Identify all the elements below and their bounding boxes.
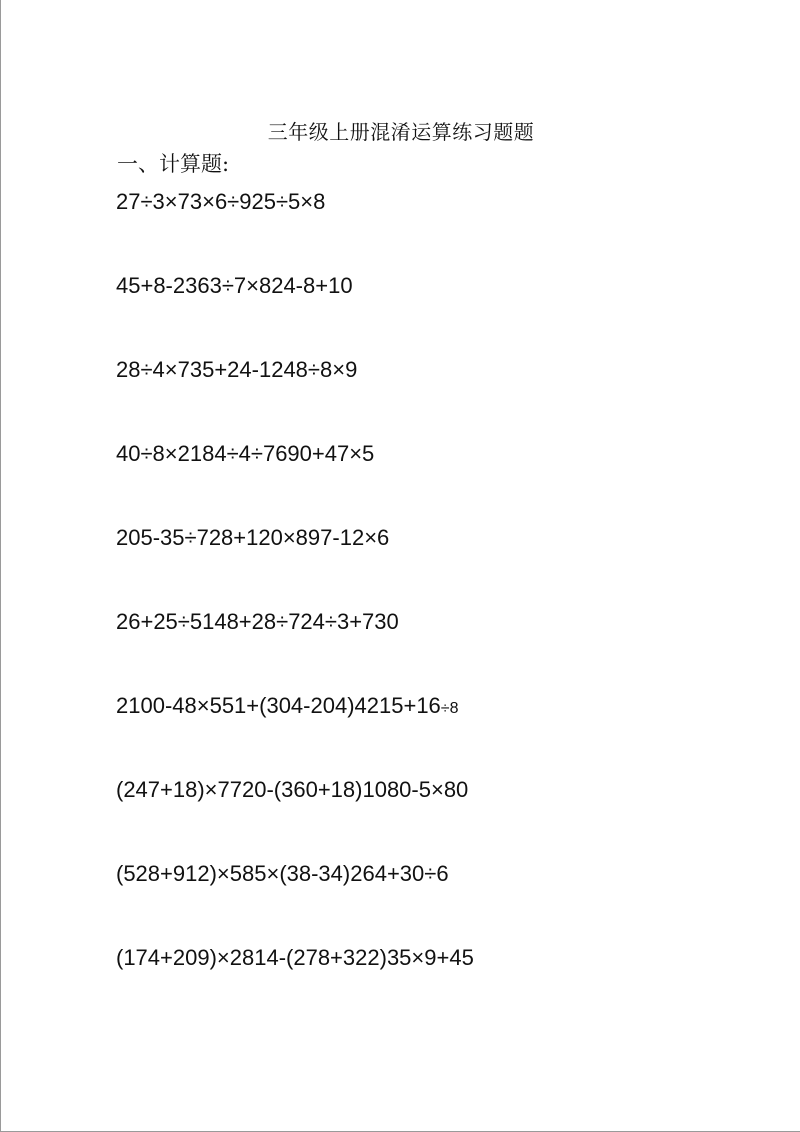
problem-item-7-main: 2100-48×551+(304-204)4215+16 — [116, 693, 441, 718]
problem-item-8: (247+18)×7720-(360+18)1080-5×80 — [116, 777, 469, 802]
section-heading: 一、计算题: — [117, 152, 230, 176]
problem-list — [116, 186, 756, 1026]
problem-item-4: 40÷8×2184÷4÷7690+47×5 — [116, 441, 375, 466]
problem-item-2: 45+8-2363÷7×824-8+10 — [116, 273, 353, 298]
problem-item-7 — [116, 690, 756, 774]
problem-item-6: 26+25÷5148+28÷724÷3+730 — [116, 609, 399, 634]
problem-item-5: 205-35÷728+120×897-12×6 — [116, 525, 390, 550]
problem-item-7-tail: ÷8 — [440, 700, 459, 717]
problem-item-1: 27÷3×73×6÷925÷5×8 — [116, 189, 326, 214]
problem-item-10: (174+209)×2814-(278+322)35×9+45 — [116, 945, 474, 970]
problem-item-3: 28÷4×735+24-1248÷8×9 — [116, 357, 358, 382]
page-title: 三年级上册混淆运算练习题题 — [267, 120, 535, 144]
problem-item-9: (528+912)×585×(38-34)264+30÷6 — [116, 861, 449, 886]
